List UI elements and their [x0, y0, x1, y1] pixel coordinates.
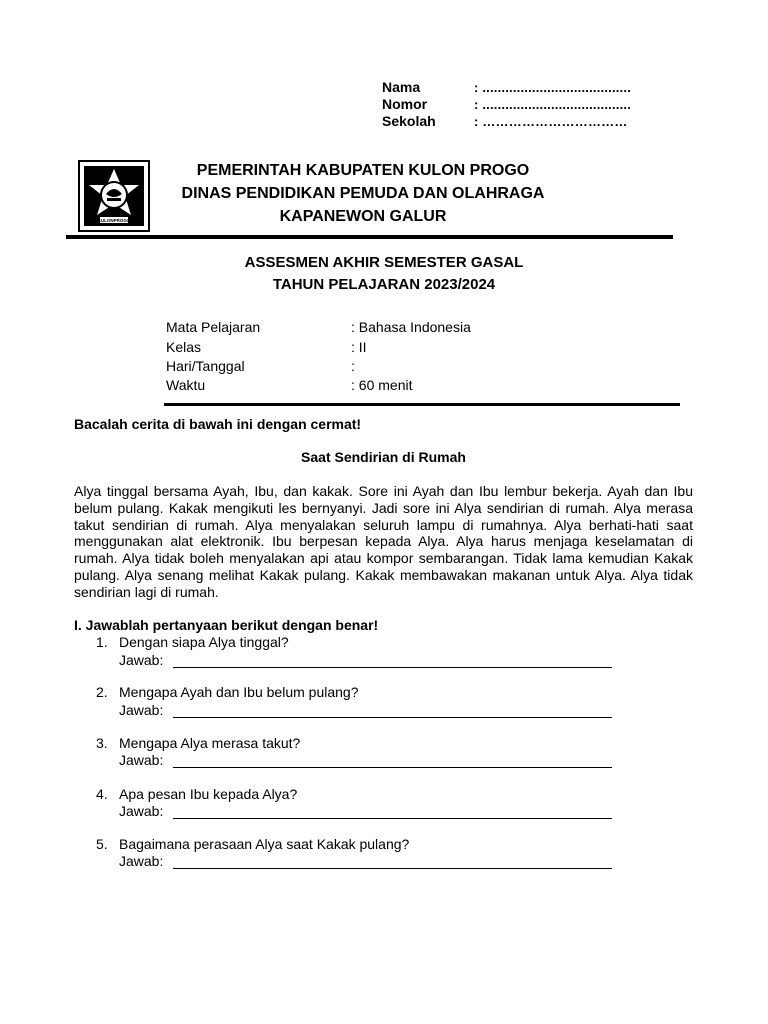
answer-label: Jawab:	[119, 803, 164, 819]
meta-divider	[164, 403, 680, 406]
header-line-2: DINAS PENDIDIKAN PEMUDA DAN OLAHRAGA	[181, 185, 545, 202]
meta-label: Kelas	[166, 339, 202, 355]
question-number: 4.	[96, 786, 108, 802]
section-heading: I. Jawablah pertanyaan berikut dengan benar!	[74, 617, 379, 633]
header-line-1: PEMERINTAH KABUPATEN KULON PROGO	[196, 162, 530, 179]
answer-line[interactable]	[173, 652, 612, 668]
answer-line[interactable]	[173, 803, 612, 819]
meta-value: : Bahasa Indonesia	[351, 319, 471, 335]
question-number: 5.	[96, 836, 108, 852]
question-number: 3.	[96, 735, 108, 751]
question-number: 1.	[96, 634, 108, 650]
answer-label: Jawab:	[119, 702, 164, 718]
meta-label: Mata Pelajaran	[166, 319, 261, 335]
number-field: : .......................................	[474, 97, 632, 112]
story-title: Saat Sendirian di Rumah	[301, 449, 466, 465]
answer-line[interactable]	[173, 702, 612, 718]
number-label: Nomor	[382, 96, 428, 112]
name-field: : .......................................	[474, 80, 632, 95]
question-text: Mengapa Ayah dan Ibu belum pulang?	[119, 684, 359, 700]
meta-value: : II	[351, 339, 367, 355]
meta-label: Hari/Tanggal	[166, 358, 245, 374]
meta-value: : 60 menit	[351, 377, 413, 393]
school-field: : ……………………………	[474, 114, 628, 129]
answer-label: Jawab:	[119, 652, 164, 668]
question-text: Apa pesan Ibu kepada Alya?	[119, 786, 298, 802]
meta-label: Waktu	[166, 377, 206, 393]
question-text: Dengan siapa Alya tinggal?	[119, 634, 289, 650]
answer-line[interactable]	[173, 752, 612, 768]
answer-label: Jawab:	[119, 752, 164, 768]
exam-title-1: ASSESMEN AKHIR SEMESTER GASAL	[244, 254, 524, 271]
exam-title-2: TAHUN PELAJARAN 2023/2024	[272, 276, 496, 293]
meta-value: :	[351, 358, 355, 374]
question-number: 2.	[96, 684, 108, 700]
question-text: Bagaimana perasaan Alya saat Kakak pulang?	[119, 836, 410, 852]
logo-text: KULONPROGO	[97, 218, 131, 223]
question-text: Mengapa Alya merasa takut?	[119, 735, 301, 751]
school-label: Sekolah	[382, 113, 436, 129]
header-line-3: KAPANEWON GALUR	[279, 208, 447, 225]
header-divider	[66, 235, 673, 239]
story-body: Alya tinggal bersama Ayah, Ibu, dan kakak. Sore ini Ayah dan Ibu lembur bekerja. Ayah dan Ibu belum pulang. Kakak mengikuti les bernyanyi. Jadi sore ini Alya sendirian di rumah. Alya merasa takut sendirian di rumah. Alya menyalakan seluruh lampu di rumahnya. Alya berhati-hati saat menggunakan alat elektronik. Ibu berpesan kepada Alya. Alya harus menjaga keselamatan di rumah. Alya tidak boleh menyalakan api atau kompor sembarangan. Tidak lama kemudian Kakak pulang. Alya senang melihat Kakak pulang. Kakak membawakan makanan untuk Alya. Alya tidak sendirian lagi di rumah.	[74, 483, 693, 600]
name-label: Nama	[382, 79, 421, 95]
answer-label: Jawab:	[119, 853, 164, 869]
reading-instruction: Bacalah cerita di bawah ini dengan cermat!	[74, 416, 362, 432]
answer-line[interactable]	[173, 853, 612, 869]
